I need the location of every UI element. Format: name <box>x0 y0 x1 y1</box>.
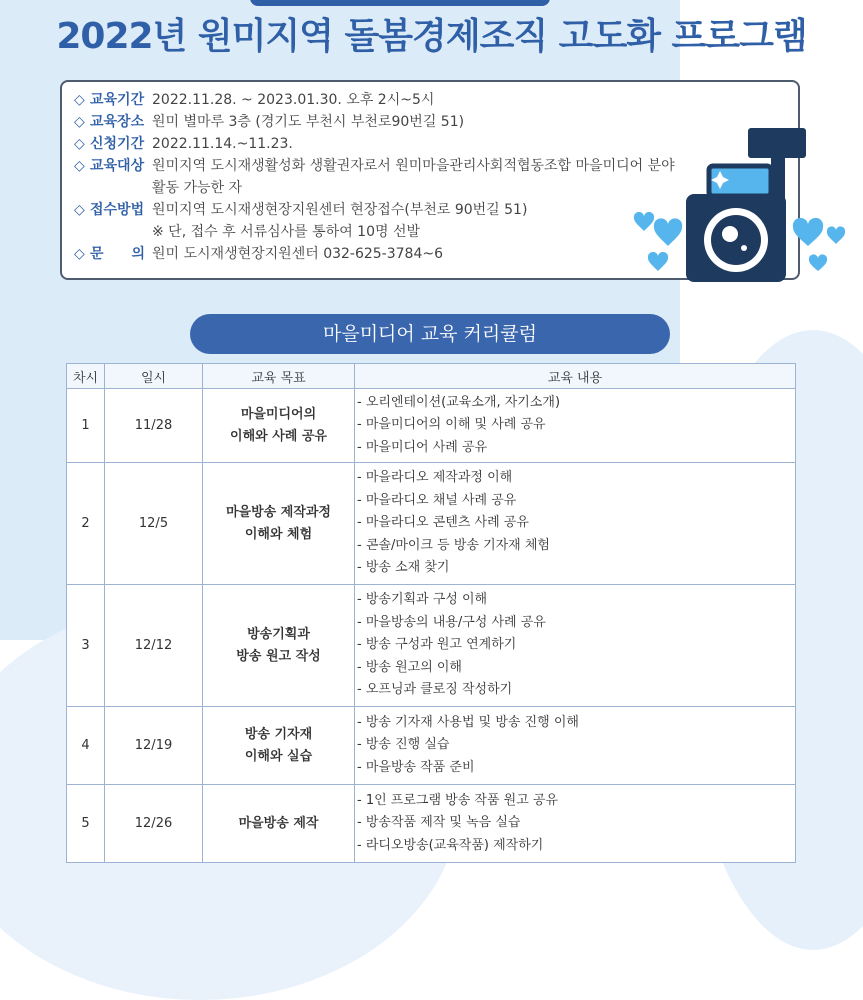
session-goal <box>203 707 355 785</box>
table-row <box>67 707 796 785</box>
content-line: - 방송 진행 실습 <box>357 737 450 753</box>
session-goal <box>203 389 355 463</box>
heart-icon <box>654 218 682 246</box>
column-header: 일시 <box>105 364 203 389</box>
session-content <box>355 463 796 585</box>
goal-line: 방송 원고 작성 <box>236 648 321 664</box>
session-date: 12/26 <box>105 785 203 863</box>
table-row <box>67 389 796 463</box>
diamond-bullet-icon: ◇ <box>74 158 85 174</box>
session-number: 1 <box>67 389 105 463</box>
content-line: - 방송 원고의 이해 <box>357 659 462 675</box>
content-line: - 라디오방송(교육작품) 제작하기 <box>357 837 544 853</box>
column-header: 교육 내용 <box>355 364 796 389</box>
info-value-cont: 활동 가능한 자 <box>152 180 243 196</box>
session-goal <box>203 585 355 707</box>
goal-line: 이해와 사례 공유 <box>230 428 327 444</box>
session-date: 11/28 <box>105 389 203 463</box>
camera-top-block <box>748 128 806 158</box>
goal-line: 방송기획과 <box>247 626 310 642</box>
curriculum-table <box>66 363 796 863</box>
info-label: 문 의 <box>90 246 146 262</box>
diamond-bullet-icon: ◇ <box>74 136 85 152</box>
content-line: - 1인 프로그램 방송 작품 원고 공유 <box>357 792 559 808</box>
info-label: 접수방법 <box>90 202 145 218</box>
session-number: 5 <box>67 785 105 863</box>
info-label: 교육장소 <box>90 114 145 130</box>
page-title: 2022년 원미지역 돌봄경제조직 고도화 프로그램 <box>56 16 807 57</box>
info-value: 원미지역 도시재생활성화 생활권자로서 원미마을관리사회적협동조합 마을미디어 분야 <box>152 158 675 174</box>
table-row <box>67 463 796 585</box>
goal-line: 이해와 실습 <box>244 748 313 764</box>
column-header: 차시 <box>67 364 105 389</box>
table-row <box>67 585 796 707</box>
session-date: 12/12 <box>105 585 203 707</box>
curriculum-header: 마을미디어 교육 커리큘럼 <box>190 314 670 354</box>
heart-icon <box>634 212 654 231</box>
content-line: - 오리엔테이션(교육소개, 자기소개) <box>357 394 561 410</box>
info-value: 원미지역 도시재생현장지원센터 현장접수(부천로 90번길 51) <box>152 202 528 218</box>
content-line: - 마을미디어 사례 공유 <box>357 439 488 455</box>
diamond-bullet-icon: ◇ <box>74 246 85 262</box>
content-line: - 마을라디오 채널 사례 공유 <box>357 492 517 508</box>
top-banner-strip <box>250 0 550 6</box>
content-line: - 마을방송 작품 준비 <box>357 759 475 775</box>
content-line: - 방송기획과 구성 이해 <box>357 592 488 608</box>
content-line: - 콘솔/마이크 등 방송 기자재 체험 <box>357 537 550 553</box>
info-label: 교육대상 <box>90 158 145 174</box>
session-goal <box>203 463 355 585</box>
session-content <box>355 707 796 785</box>
content-line: - 오프닝과 클로징 작성하기 <box>357 682 513 698</box>
info-value: 원미 도시재생현장지원센터 032-625-3784~6 <box>152 246 444 262</box>
info-label: 신청기간 <box>90 136 145 152</box>
session-goal <box>203 785 355 863</box>
heart-icon <box>827 226 845 244</box>
session-date: 12/5 <box>105 463 203 585</box>
camera-illustration <box>626 126 861 286</box>
info-row-period <box>74 89 786 111</box>
info-value: 원미 별마루 3층 (경기도 부천시 부천로90번길 51) <box>152 114 465 130</box>
heart-icon <box>793 218 823 246</box>
goal-line: 마을방송 제작과정 <box>226 504 331 520</box>
table-row <box>67 785 796 863</box>
content-line: - 마을미디어의 이해 및 사례 공유 <box>357 417 546 433</box>
session-number: 2 <box>67 463 105 585</box>
goal-line: 방송 기자재 <box>244 726 313 742</box>
diamond-bullet-icon: ◇ <box>74 92 85 108</box>
content-line: - 마을라디오 콘텐츠 사례 공유 <box>357 515 529 531</box>
info-label: 교육기간 <box>90 92 145 108</box>
session-content <box>355 785 796 863</box>
info-value-cont: ※ 단, 접수 후 서류심사를 통하여 10명 선발 <box>152 224 421 240</box>
heart-icon <box>648 252 668 271</box>
diamond-bullet-icon: ◇ <box>74 114 85 130</box>
session-number: 3 <box>67 585 105 707</box>
content-line: - 방송작품 제작 및 녹음 실습 <box>357 815 521 831</box>
content-line: - 방송 구성과 원고 연계하기 <box>357 637 517 653</box>
session-content <box>355 585 796 707</box>
goal-line: 마을미디어의 <box>240 406 317 422</box>
info-value: 2022.11.14.~11.23. <box>152 136 293 152</box>
column-header: 교육 목표 <box>203 364 355 389</box>
diamond-bullet-icon: ◇ <box>74 202 85 218</box>
heart-icon <box>809 254 827 271</box>
session-date: 12/19 <box>105 707 203 785</box>
content-line: - 방송 기자재 사용법 및 방송 진행 이해 <box>357 714 579 730</box>
session-number: 4 <box>67 707 105 785</box>
table-header-row <box>67 364 796 389</box>
info-value: 2022.11.28. ~ 2023.01.30. 오후 2시~5시 <box>152 92 435 108</box>
content-line: - 방송 소재 찾기 <box>357 560 450 576</box>
content-line: - 마을방송의 내용/구성 사례 공유 <box>357 614 546 630</box>
goal-line: 이해와 체험 <box>244 526 313 542</box>
session-content <box>355 389 796 463</box>
content-line: - 마을라디오 제작과정 이해 <box>357 470 513 486</box>
goal-line: 마을방송 제작 <box>238 815 319 831</box>
